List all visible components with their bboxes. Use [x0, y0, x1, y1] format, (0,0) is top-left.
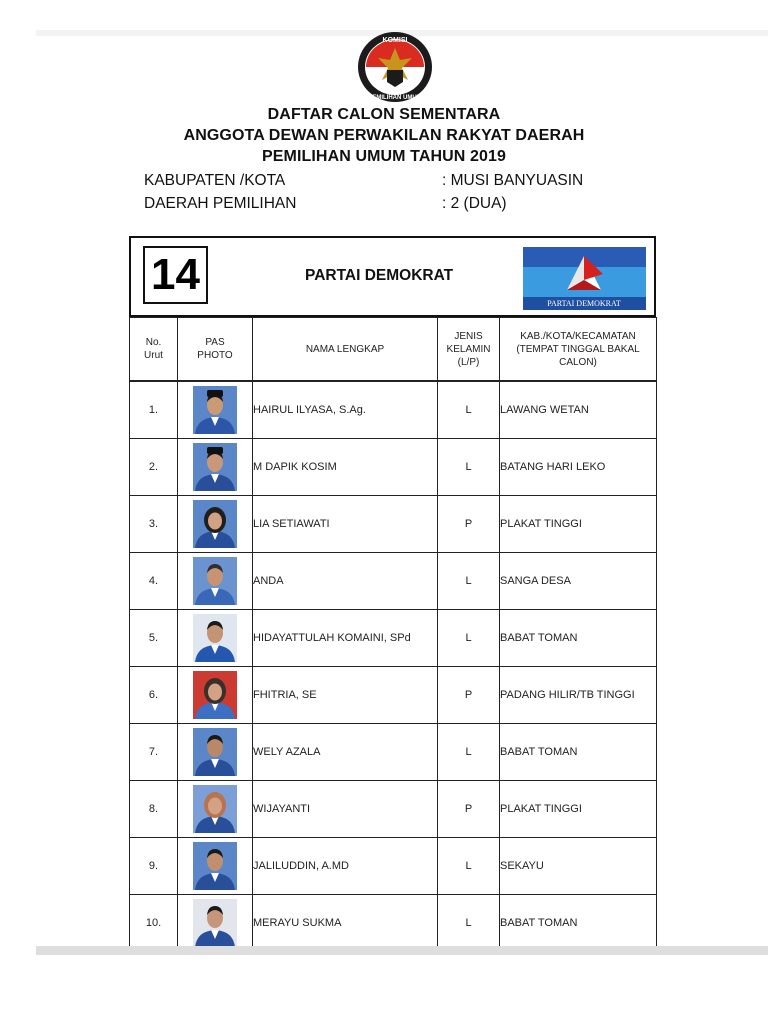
candidate-residence: BABAT TOMAN: [500, 895, 657, 952]
candidate-number: 5.: [130, 610, 178, 667]
candidate-name: WELY AZALA: [253, 724, 438, 781]
candidate-table: [129, 317, 657, 952]
col-header-photo: PAS PHOTO: [178, 318, 253, 382]
candidate-number: 7.: [130, 724, 178, 781]
candidate-residence: BATANG HARI LEKO: [500, 439, 657, 496]
candidate-sex: P: [438, 781, 500, 838]
candidate-residence: SANGA DESA: [500, 553, 657, 610]
table-row: [130, 439, 657, 496]
table-row: [130, 724, 657, 781]
portrait-photo-icon: [193, 557, 237, 605]
table-row: [130, 895, 657, 952]
candidate-number: 10.: [130, 895, 178, 952]
candidate-photo: [178, 781, 253, 838]
candidate-photo: [178, 381, 253, 439]
portrait-photo-icon: [193, 614, 237, 662]
dapil-value: : 2 (DUA): [442, 195, 507, 212]
candidate-name: ANDA: [253, 553, 438, 610]
candidate-photo: [178, 667, 253, 724]
candidate-residence: PLAKAT TINGGI: [500, 781, 657, 838]
candidate-residence: SEKAYU: [500, 838, 657, 895]
portrait-photo-icon: [193, 785, 237, 833]
party-number: 14: [143, 246, 208, 304]
page-bottom-edge: [36, 946, 768, 955]
candidate-number: 1.: [130, 381, 178, 439]
candidate-photo: [178, 610, 253, 667]
kpu-emblem-icon: [356, 30, 434, 104]
document-title: DAFTAR CALON SEMENTARA: [267, 106, 501, 123]
table-row: [130, 667, 657, 724]
table-row: [130, 553, 657, 610]
election-year-title: PEMILIHAN UMUM TAHUN 2019: [262, 148, 506, 165]
dapil-label: DAERAH PEMILIHAN: [144, 195, 297, 212]
candidate-name: M DAPIK KOSIM: [253, 439, 438, 496]
candidate-number: 2.: [130, 439, 178, 496]
candidate-residence: LAWANG WETAN: [500, 381, 657, 439]
candidate-name: HIDAYATTULAH KOMAINI, SPd: [253, 610, 438, 667]
candidate-sex: L: [438, 610, 500, 667]
candidate-photo: [178, 553, 253, 610]
candidate-name: JALILUDDIN, A.MD: [253, 838, 438, 895]
candidate-sex: L: [438, 838, 500, 895]
candidate-photo: [178, 724, 253, 781]
candidate-residence: PLAKAT TINGGI: [500, 496, 657, 553]
party-logo-caption: PARTAI DEMOKRAT: [547, 299, 621, 308]
portrait-photo-icon: [193, 728, 237, 776]
candidate-residence: BABAT TOMAN: [500, 724, 657, 781]
candidate-photo: [178, 496, 253, 553]
candidate-photo: [178, 895, 253, 952]
candidate-number: 6.: [130, 667, 178, 724]
kabupaten-value: : MUSI BANYUASIN: [442, 172, 584, 189]
candidate-name: HAIRUL ILYASA, S.Ag.: [253, 381, 438, 439]
candidate-sex: P: [438, 496, 500, 553]
table-row: [130, 496, 657, 553]
candidate-name: FHITRIA, SE: [253, 667, 438, 724]
party-header: [129, 236, 656, 317]
candidate-number: 4.: [130, 553, 178, 610]
candidate-residence: PADANG HILIR/TB TINGGI: [500, 667, 657, 724]
col-header-name: NAMA LENGKAP: [253, 318, 438, 382]
table-row: [130, 838, 657, 895]
document-subtitle: ANGGOTA DEWAN PERWAKILAN RAKYAT DAERAH: [183, 127, 585, 144]
portrait-photo-icon: [193, 671, 237, 719]
candidate-name: LIA SETIAWATI: [253, 496, 438, 553]
candidate-sex: L: [438, 553, 500, 610]
portrait-photo-icon: [193, 899, 237, 947]
portrait-photo-icon: [193, 500, 237, 548]
col-header-no: No. Urut: [130, 318, 178, 382]
portrait-photo-icon: [193, 842, 237, 890]
candidate-sex: L: [438, 381, 500, 439]
table-row: [130, 781, 657, 838]
portrait-photo-icon: [193, 386, 237, 434]
emblem-bottom-text: PEMILIHAN UMUM: [368, 95, 422, 101]
party-name: PARTAI DEMOKRAT: [305, 267, 454, 284]
emblem-top-text: KOMISI: [382, 37, 408, 44]
candidate-photo: [178, 439, 253, 496]
demokrat-logo-icon: [523, 247, 646, 310]
candidate-sex: L: [438, 895, 500, 952]
candidate-number: 3.: [130, 496, 178, 553]
table-row: [130, 610, 657, 667]
portrait-photo-icon: [193, 443, 237, 491]
candidate-photo: [178, 838, 253, 895]
candidate-name: MERAYU SUKMA: [253, 895, 438, 952]
candidate-sex: L: [438, 439, 500, 496]
candidate-number: 9.: [130, 838, 178, 895]
candidate-sex: P: [438, 667, 500, 724]
candidate-name: WIJAYANTI: [253, 781, 438, 838]
candidate-residence: BABAT TOMAN: [500, 610, 657, 667]
kabupaten-label: KABUPATEN /KOTA: [144, 172, 286, 189]
table-row: [130, 381, 657, 439]
col-header-residence: KAB./KOTA/KECAMATAN (TEMPAT TINGGAL BAKAL CALON): [500, 318, 657, 382]
col-header-sex: JENIS KELAMIN (L/P): [438, 318, 500, 382]
candidate-number: 8.: [130, 781, 178, 838]
table-header-row: [130, 318, 657, 382]
candidate-sex: L: [438, 724, 500, 781]
